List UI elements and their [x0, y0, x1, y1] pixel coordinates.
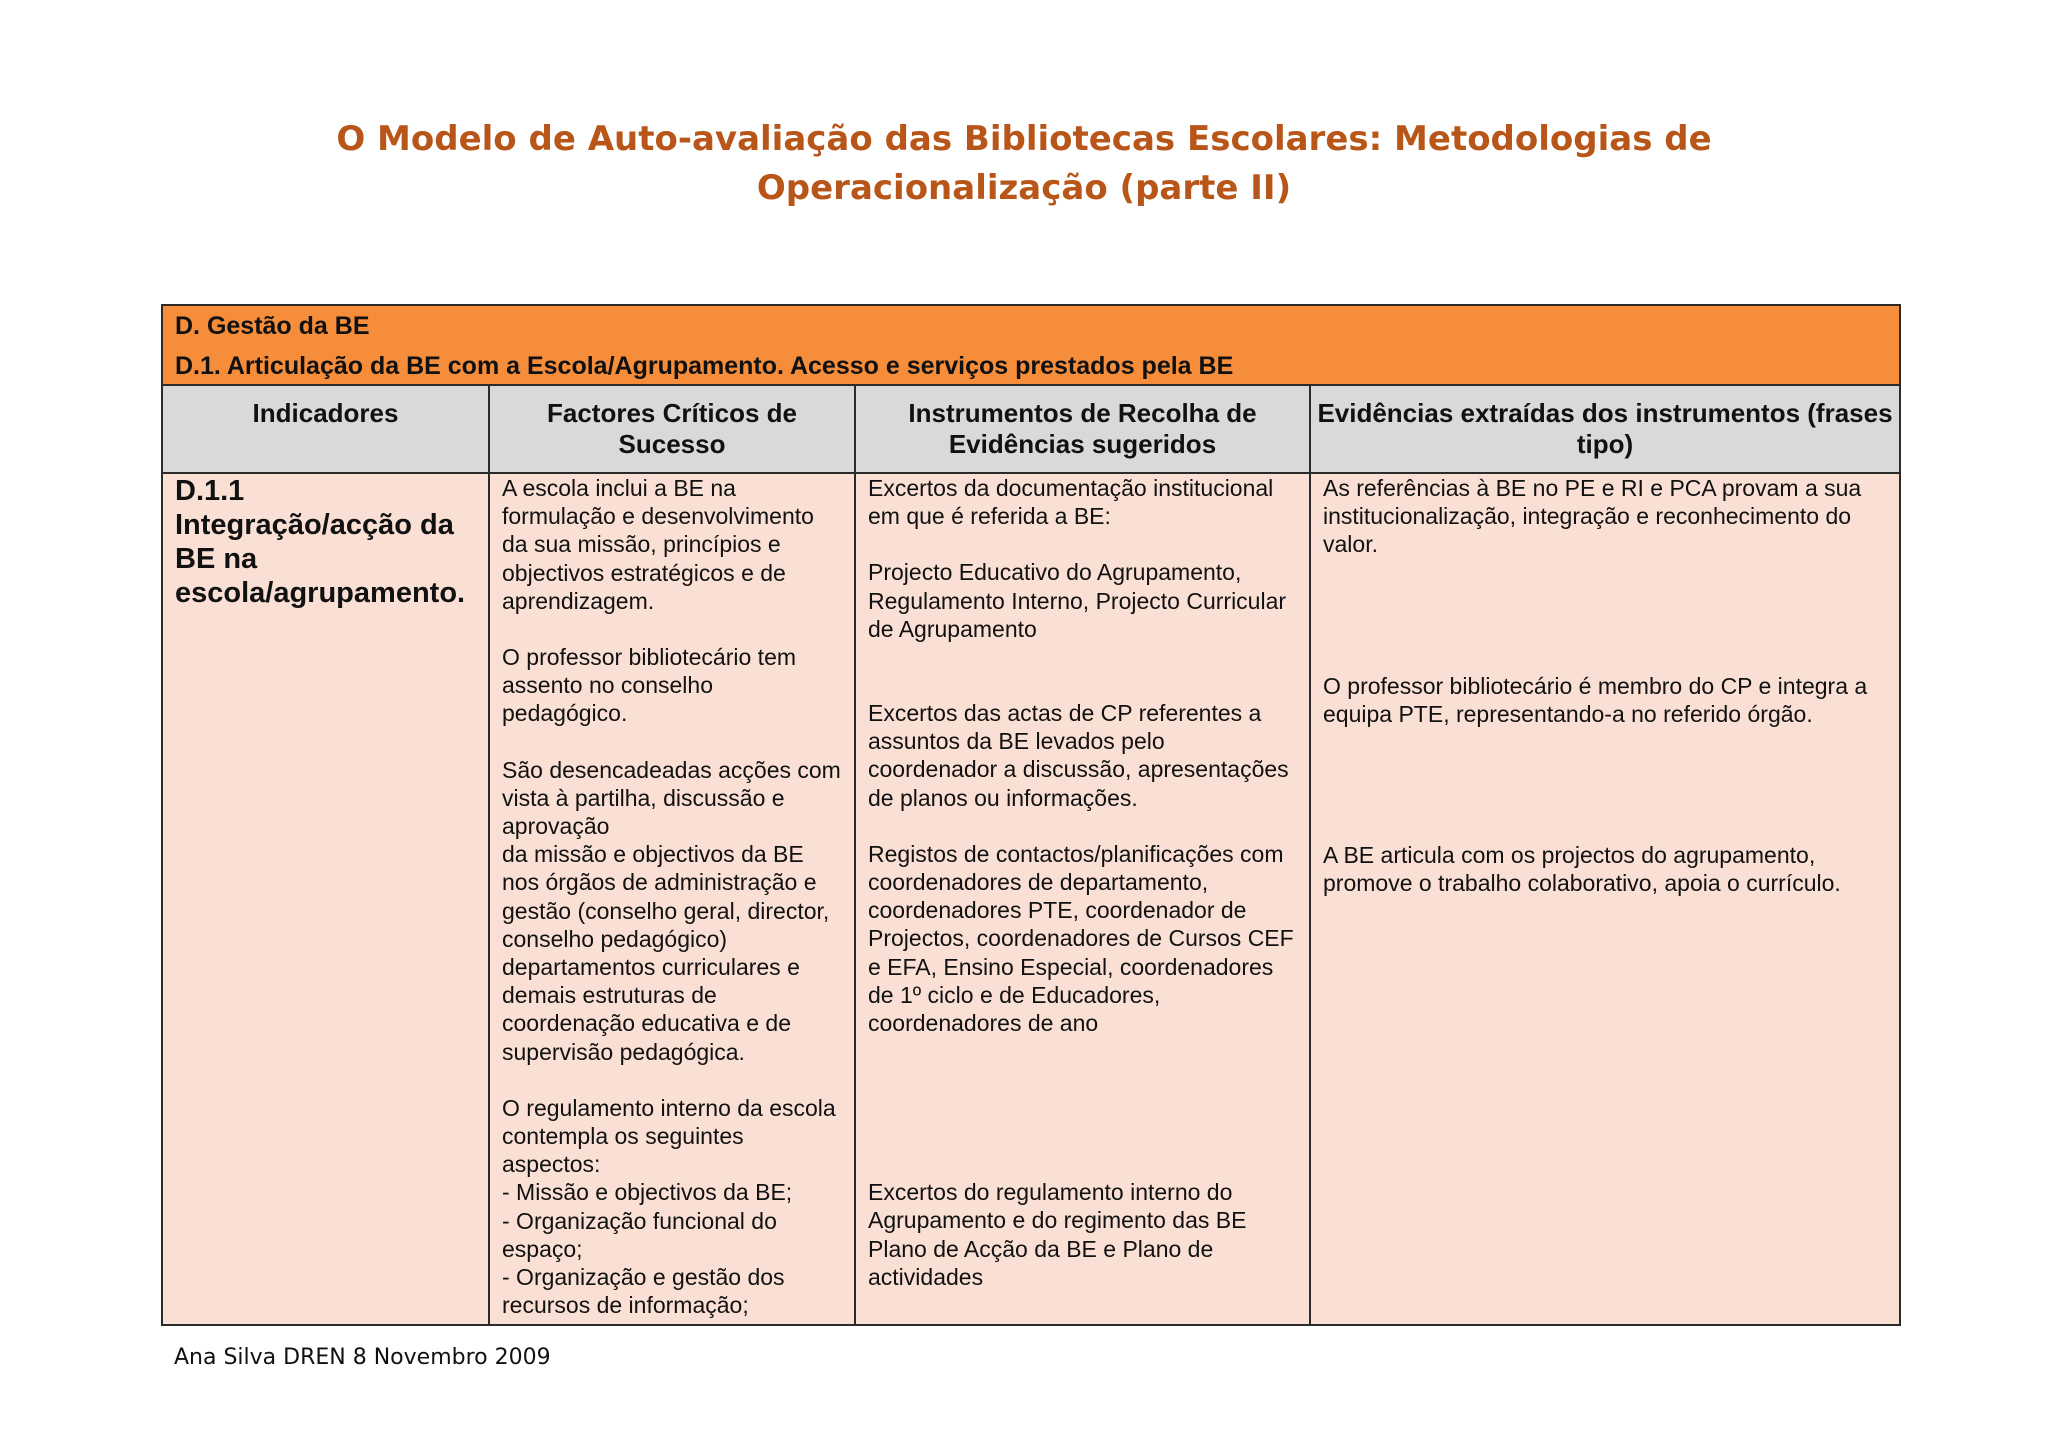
- domain-heading: D. Gestão da BE: [175, 312, 370, 340]
- document-title: [0, 115, 2048, 213]
- factor-paragraph: São desencadeadas acções com vista à partilha, discussão e aprovação da missão e objectivos da BE nos órgãos de administração e gestão (conselho geral, director, conselho pedagógico) departamentos curriculares e demais estruturas de coordenação educativa e de supervisão pedagógica.: [502, 756, 841, 1065]
- factor-paragraph: O regulamento interno da escola contempla os seguintes aspectos: - Missão e objectivos da BE; - Organização funcional do espaço; - Organização e gestão dos recursos de informação;: [502, 1094, 836, 1319]
- evidence-paragraph: O professor bibliotecário é membro do CP e integra a equipa PTE, representando-a no referido órgão.: [1323, 672, 1868, 727]
- title-line-1: O Modelo de Auto-avaliação das Bibliotecas Escolares: Metodologias de: [336, 119, 1712, 159]
- title-line-2: Operacionalização (parte II): [756, 168, 1292, 208]
- factor-paragraph: A escola inclui a BE na formulação e desenvolvimento da sua missão, princípios e objectivos estratégicos e de aprendizagem.: [502, 475, 814, 614]
- subdomain-heading: D.1. Articulação da BE com a Escola/Agrupamento. Acesso e serviços prestados pela BE: [175, 352, 1234, 380]
- evaluation-table: [161, 304, 1901, 1326]
- evidence-paragraph: A BE articula com os projectos do agrupamento, promove o trabalho colaborativo, apoia o currículo.: [1323, 842, 1841, 897]
- factores-cell: [489, 473, 855, 1325]
- section-band: [162, 305, 1900, 385]
- instrument-paragraph: Projecto Educativo do Agrupamento, Regulamento Interno, Projecto Curricular de Agrupamento: [868, 559, 1287, 642]
- factor-paragraph: O professor bibliotecário tem assento no conselho pedagógico.: [502, 644, 797, 727]
- column-header-factores: Factores Críticos de Sucesso: [489, 385, 855, 473]
- instrumentos-cell: [855, 473, 1310, 1325]
- indicador-cell: D.1.1 Integração/acção da BE na escola/agrupamento.: [162, 473, 489, 1325]
- instrument-paragraph: Registos de contactos/planificações com coordenadores de departamento, coordenadores PTE, coordenador de Projectos, coordenadores de Cursos CEF e EFA, Ensino Especial, coordenadores de 1º ciclo e de Educadores, coordenadores de ano: [868, 840, 1294, 1037]
- evidence-paragraph: As referências à BE no PE e RI e PCA provam a sua institucionalização, integração e reconhecimento do valor.: [1323, 475, 1862, 558]
- column-header-indicadores: Indicadores: [162, 385, 489, 473]
- evidencias-cell: [1310, 473, 1900, 1325]
- column-header-instrumentos: Instrumentos de Recolha de Evidências sugeridos: [855, 385, 1310, 473]
- instrument-paragraph: Excertos das actas de CP referentes a assuntos da BE levados pelo coordenador a discussão, apresentações de planos ou informações.: [868, 700, 1289, 811]
- column-header-evidencias: Evidências extraídas dos instrumentos (frases tipo): [1310, 385, 1900, 473]
- footer-credit: Ana Silva DREN 8 Novembro 2009: [174, 1345, 551, 1370]
- instrument-paragraph: Excertos da documentação institucional em que é referida a BE:: [868, 475, 1274, 530]
- instrument-paragraph: Excertos do regulamento interno do Agrupamento e do regimento das BE Plano de Acção da BE e Plano de actividades: [868, 1179, 1247, 1290]
- table-row: [162, 473, 1900, 1325]
